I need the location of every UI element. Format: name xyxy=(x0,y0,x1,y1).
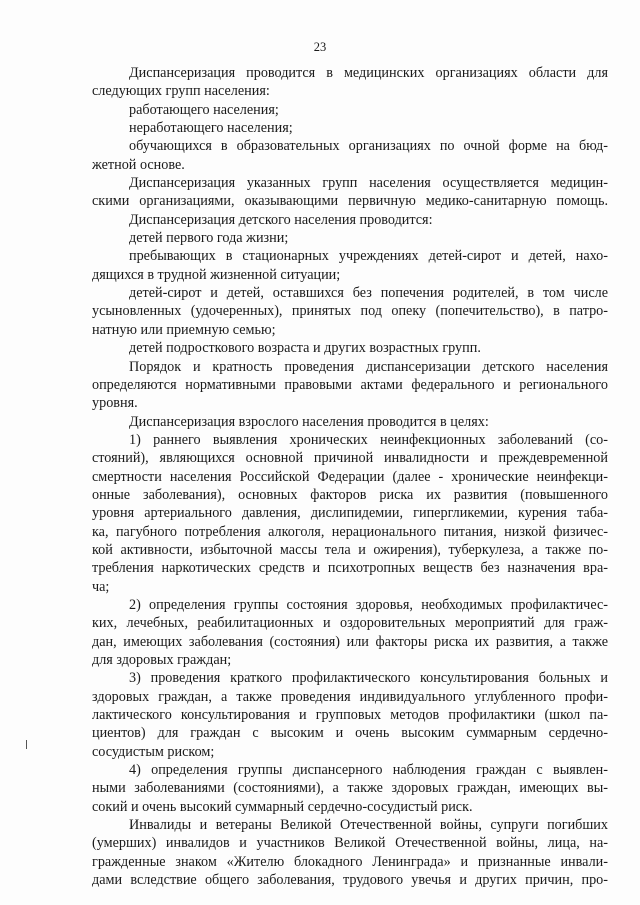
text-line: обучающихся в образовательных организациях по очной форме на бюд- xyxy=(129,138,608,155)
text-line: детей первого года жизни; xyxy=(129,230,289,247)
text-line: детей-сирот и детей, оставшихся без попечения родителей, в том числе xyxy=(129,285,608,302)
text-line: жетной основе. xyxy=(92,156,185,173)
text-line: циентов) для граждан с высоким и очень высоким суммарным сердечно- xyxy=(92,725,608,742)
text-line: дан, имеющих заболевания (состояния) или факторы риска их развития, а также xyxy=(92,633,608,650)
text-line: Диспансеризация указанных групп населения осуществляется медицин- xyxy=(129,175,608,192)
text-line: детей подросткового возраста и других возрастных групп. xyxy=(129,340,481,357)
text-line: здоровых граждан, а также проведения индивидуального углубленного профи- xyxy=(92,688,608,705)
page-number: 23 xyxy=(313,40,327,54)
text-line: Диспансеризация проводится в медицинских организациях области для xyxy=(129,65,608,81)
text-line: Инвалиды и ветераны Великой Отечественной войны, супруги погибших xyxy=(129,817,608,834)
text-line: для здоровых граждан; xyxy=(92,652,232,668)
text-line: Порядок и кратность проведения диспансеризации детского населения xyxy=(129,358,608,375)
text-line: 4) определения группы диспансерного наблюдения граждан с выявлен- xyxy=(129,762,608,779)
text-line: лактического консультирования и групповых методов профилактики (школ па- xyxy=(92,707,608,724)
text-line: ка, пагубного потребления алкоголя, нерационального питания, низкой физичес- xyxy=(92,523,608,540)
text-line: смертности населения Российской Федерации (далее - хронические неинфекци- xyxy=(92,468,608,485)
text-line: Диспансеризация детского населения проводится: xyxy=(129,211,433,228)
text-line: натную или приемную семью; xyxy=(92,321,276,338)
text-line: онные заболевания), основных факторов риска их развития (повышенного xyxy=(92,486,608,503)
text-line: 2) определения группы состояния здоровья, необходимых профилактичес- xyxy=(129,596,608,613)
body-text xyxy=(92,64,608,889)
text-line: скими организациями, оказывающими первичную медико-санитарную помощь. xyxy=(92,193,608,210)
text-line: Диспансеризация взрослого населения проводится в целях: xyxy=(129,413,489,430)
text-line: уровня артериального давления, дислипидемии, гипергликемии, курения таба- xyxy=(92,505,608,522)
text-line: определяются нормативными правовыми актами федерального и регионального xyxy=(92,376,608,393)
text-line: дами вследствие общего заболевания, трудового увечья и других причин, про- xyxy=(92,872,608,889)
scan-artifact-mark xyxy=(26,740,27,749)
text-line: неработающего населения; xyxy=(129,120,293,137)
text-line: требления наркотических средств и психотропных веществ без назначения вра- xyxy=(92,560,608,577)
text-line: сокий и очень высокий суммарный сердечно-сосудистый риск. xyxy=(92,798,473,815)
text-line: сосудистым риском; xyxy=(92,743,215,760)
text-line: (умерших) инвалидов и участников Великой Отечественной войны, лица, на- xyxy=(92,835,608,852)
text-line: следующих групп населения: xyxy=(92,83,270,100)
text-line: 3) проведения краткого профилактического консультирования больных и xyxy=(129,670,608,687)
text-line: усыновленных (удочеренных), принятых под опеку (попечительство), в патро- xyxy=(92,303,608,320)
text-line: уровня. xyxy=(92,395,138,412)
text-line: работающего населения; xyxy=(129,101,279,118)
text-line: 1) раннего выявления хронических неинфекционных заболеваний (со- xyxy=(129,431,608,448)
text-line: кой активности, избыточной массы тела и ожирения), туберкулеза, а также по- xyxy=(92,541,608,558)
text-line: пребывающих в стационарных учреждениях детей-сирот и детей, нахо- xyxy=(129,248,608,265)
text-line: стояний), являющихся основной причиной инвалидности и преждевременной xyxy=(92,450,608,467)
text-line: ными заболеваниями (состояниями), а также здоровых граждан, имеющих вы- xyxy=(92,780,608,797)
text-line: гражденные знаком «Жителю блокадного Ленинграда» и признанные инвали- xyxy=(92,853,608,870)
text-line: ких, лечебных, реабилитационных и оздоровительных мероприятий для граж- xyxy=(92,615,608,632)
text-line: ча; xyxy=(92,578,110,595)
text-line: дящихся в трудной жизненной ситуации; xyxy=(92,266,341,283)
